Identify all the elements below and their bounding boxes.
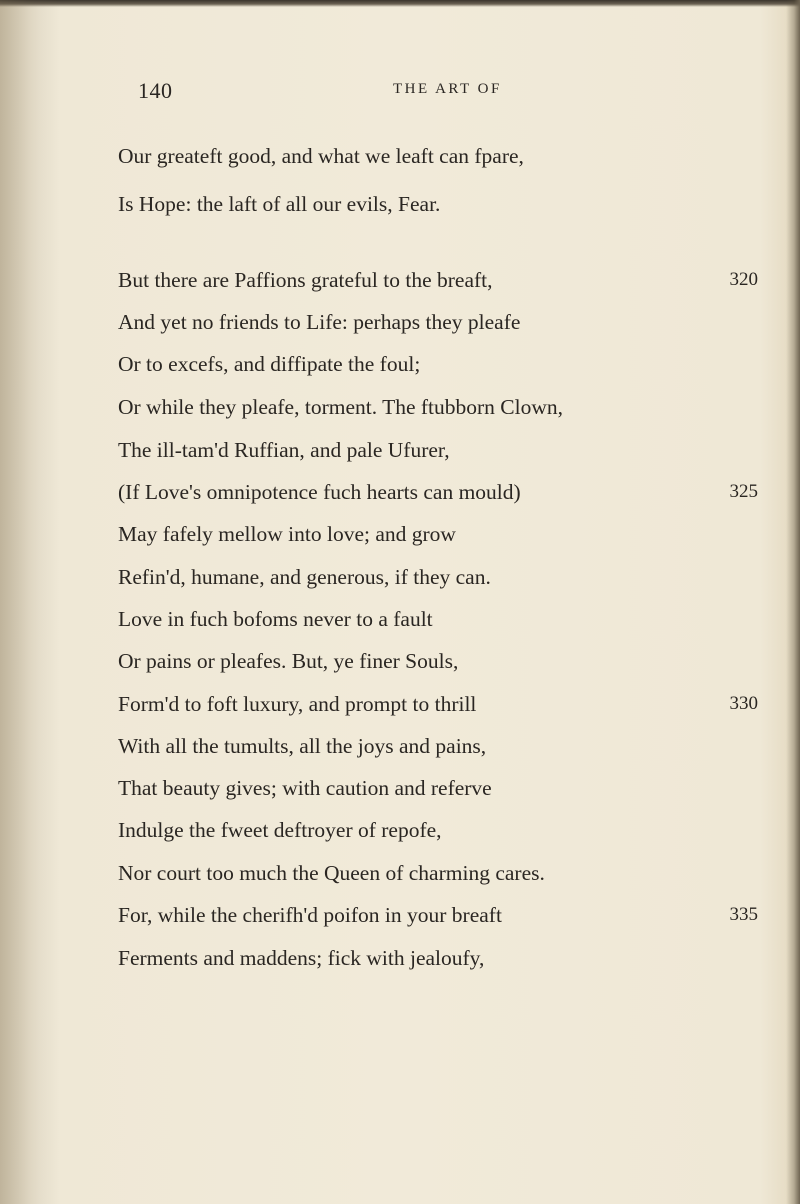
verse-line-text: And yet no friends to Life: perhaps they pleafe [118,310,521,334]
verse-line [118,472,758,512]
verse-line [118,599,758,639]
verse-line [118,430,758,470]
verse-line-text: The ill-tam'd Ruffian, and pale Ufurer, [118,438,450,462]
verse-line-text: But there are Paffions grateful to the breaft, [118,268,493,292]
verse-line [118,302,758,342]
verse-line [118,514,758,554]
verse-line-text: Love in fuch bofoms never to a fault [118,607,433,631]
verse-line [118,853,758,893]
verse-line [118,895,758,935]
verse-line [118,810,758,850]
page-header [138,78,538,108]
verse-line-text: Refin'd, humane, and generous, if they can. [118,565,491,589]
verse-block [118,136,758,1136]
verse-line [118,557,758,597]
verse-line-text: Or pains or pleafes. But, ye finer Souls, [118,649,459,673]
verse-line-text: (If Love's omnipotence fuch hearts can mould) [118,480,521,504]
page-right-edge [786,0,800,1204]
line-number: 325 [729,481,758,502]
verse-line-text: That beauty gives; with caution and referve [118,776,492,800]
verse-line [118,641,758,681]
verse-line-text: Form'd to foft luxury, and prompt to thrill [118,692,477,716]
verse-line [118,938,758,978]
verse-line-text: May fafely mellow into love; and grow [118,522,456,546]
verse-line [118,768,758,808]
line-number: 335 [729,904,758,925]
verse-line-text: Nor court too much the Queen of charming cares. [118,861,545,885]
verse-line [118,344,758,384]
verse-line-text: Our greateft good, and what we leaft can fpare, [118,144,524,168]
line-number: 320 [729,269,758,290]
page-top-edge [0,0,800,7]
verse-line-text: For, while the cherifh'd poifon in your breaft [118,903,502,927]
verse-line-text: Indulge the fweet deftroyer of repofe, [118,818,442,842]
verse-line [118,136,758,176]
verse-line [118,260,758,300]
binding-shadow [0,0,60,1204]
page-number: 140 [138,78,173,103]
running-head: THE ART OF [393,81,502,97]
verse-line [118,184,758,224]
verse-line-text: Or to excefs, and diffipate the foul; [118,352,421,376]
verse-line-text: Is Hope: the laft of all our evils, Fear. [118,192,441,216]
verse-line [118,726,758,766]
verse-line-text: Ferments and maddens; fick with jealoufy, [118,946,485,970]
line-number: 330 [729,693,758,714]
verse-line-text: With all the tumults, all the joys and pains, [118,734,487,758]
verse-line-text: Or while they pleafe, torment. The ftubborn Clown, [118,395,564,419]
verse-line [118,684,758,724]
verse-line [118,387,758,427]
